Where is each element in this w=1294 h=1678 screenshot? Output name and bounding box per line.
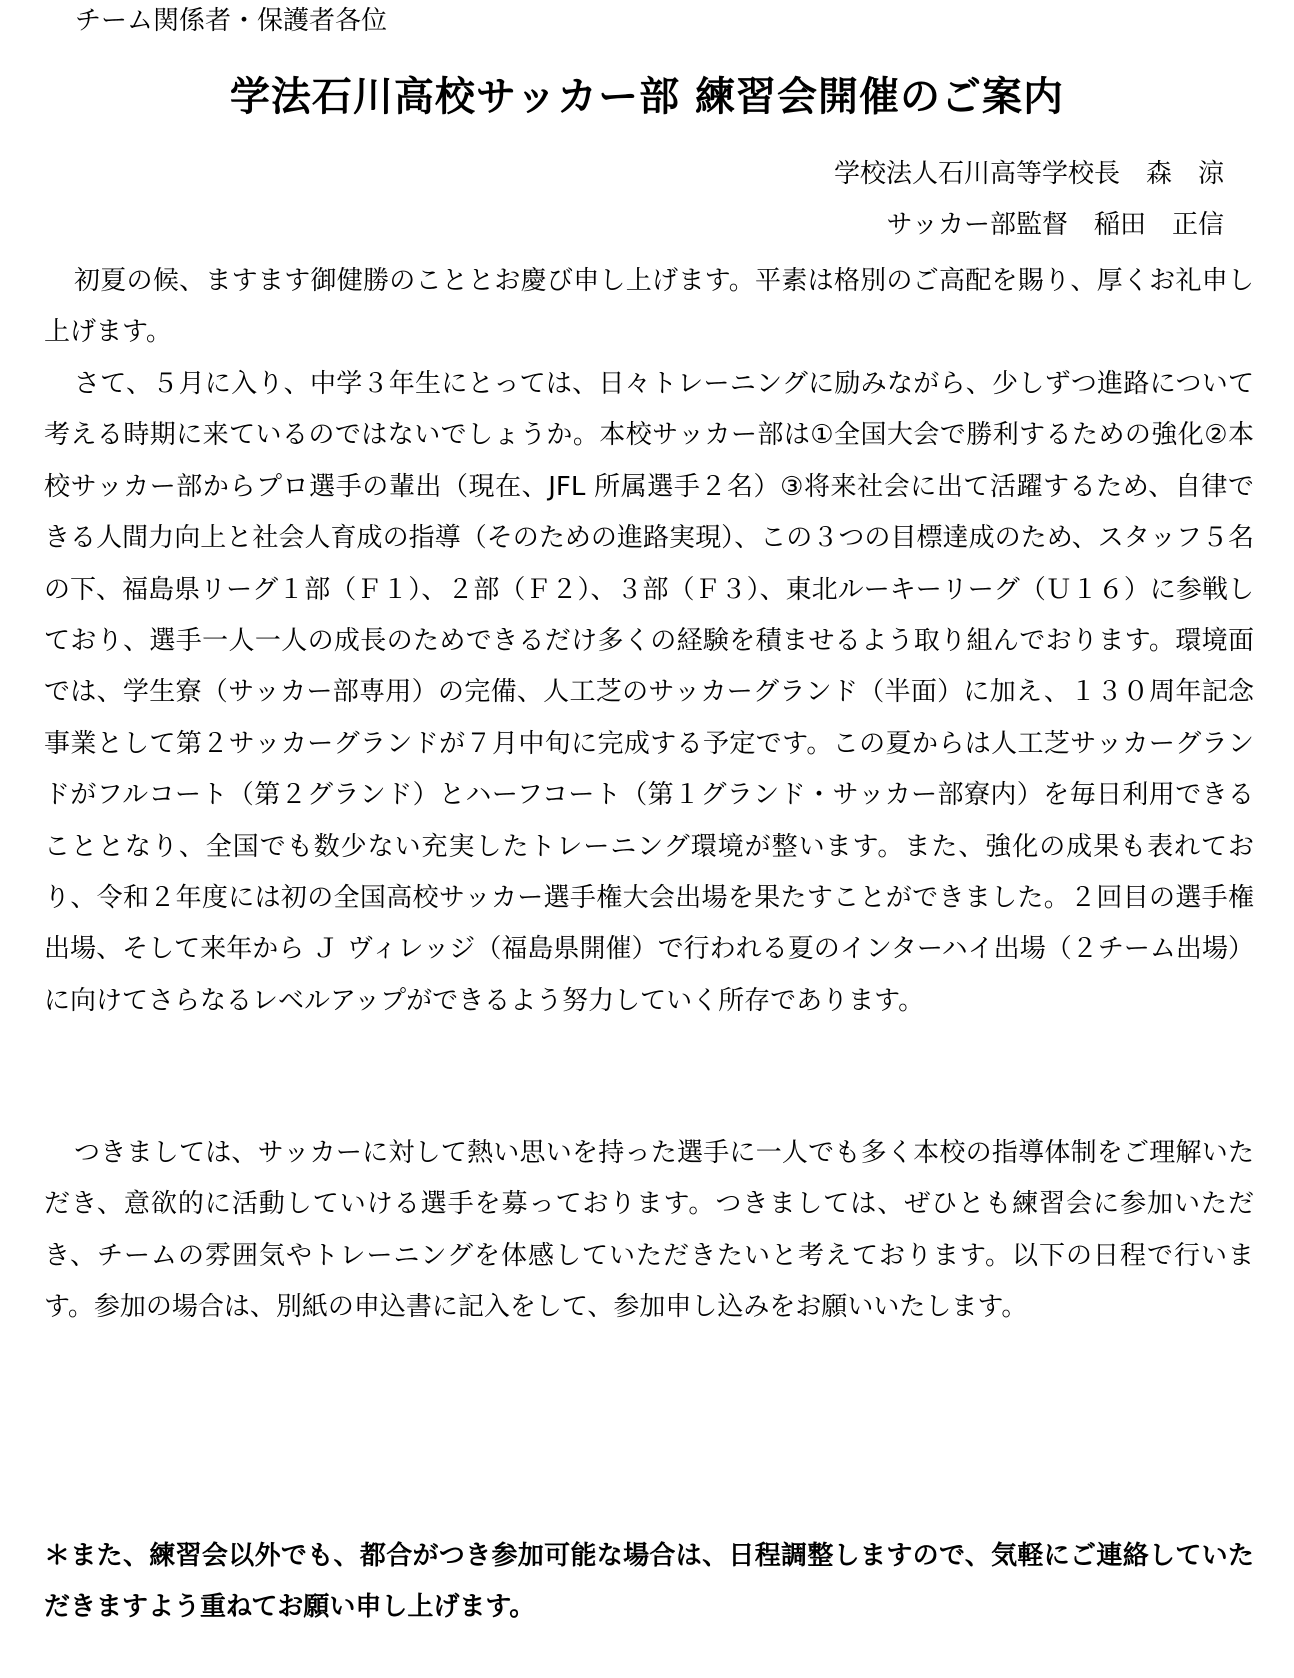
addressee-line: チーム関係者・保護者各位 — [75, 6, 388, 36]
sender-principal: 学校法人石川高等学校長 森 涼 — [833, 159, 1224, 189]
additional-note: ＊また、練習会以外でも、都合がつき参加可能な場合は、日程調整しますので、気軽にご連絡していただきますよう重ねてお願い申し上げます。 — [44, 1541, 1254, 1622]
invitation-paragraph: つきましては、サッカーに対して熱い思いを持った選手に一人でも多く本校の指導体制をご理解いただき、意欲的に活動していける選手を募っております。つきましては、ぜひとも練習会に参加いただき、チームの雰囲気やトレーニングを体感していただきたいと考えております。以下の日程で行います。参加の場合は、別紙の申込書に記入をして、参加申し込みをお願いいたします。 — [44, 1138, 1254, 1323]
sender-coach: サッカー部監督 稲田 正信 — [886, 210, 1224, 240]
document-title: 学法石川高校サッカー部 練習会開催のご案内 — [229, 74, 1065, 120]
team-overview-paragraph: さて、５月に入り、中学３年生にとっては、日々トレーニングに励みながら、少しずつ進路について考える時期に来ているのではないでしょうか。本校サッカー部は①全国大会で勝利するための強化②本校サッカー部からプロ選手の輩出（現在、JFL 所属選手２名）③将来社会に出て活躍するため、自律できる人間力向上と社会人育成の指導（そのための進路実現）、この３つの目標達成のため、スタッフ５名の下、福島県リーグ１部（Ｆ１）、２部（Ｆ２）、３部（Ｆ３）、東北ルーキーリーグ（Ｕ１６）に参戦しており、選手一人一人の成長のためできるだけ多くの経験を積ませるよう取り組んでおります。環境面では、学生寮（サッカー部専用）の完備、人工芝のサッカーグランド（半面）に加え、１３０周年記念事業として第２サッカーグランドが７月中旬に完成する予定です。この夏からは人工芝サッカーグランドがフルコート（第２グランド）とハーフコート（第１グランド・サッカー部寮内）を毎日利用できることとなり、全国でも数少ない充実したトレーニング環境が整います。また、強化の成果も表れており、令和２年度には初の全国高校サッカー選手権大会出場を果たすことができました。２回目の選手権出場、そして来年から Ｊ ヴィレッジ（福島県開催）で行われる夏のインターハイ出場（２チーム出場）に向けてさらなるレベルアップができるよう努力していく所存であります。 — [44, 369, 1254, 1016]
greeting-paragraph: 初夏の候、ますます御健勝のこととお慶び申し上げます。平素は格別のご高配を賜り、厚くお礼申し上げます。 — [44, 266, 1254, 348]
